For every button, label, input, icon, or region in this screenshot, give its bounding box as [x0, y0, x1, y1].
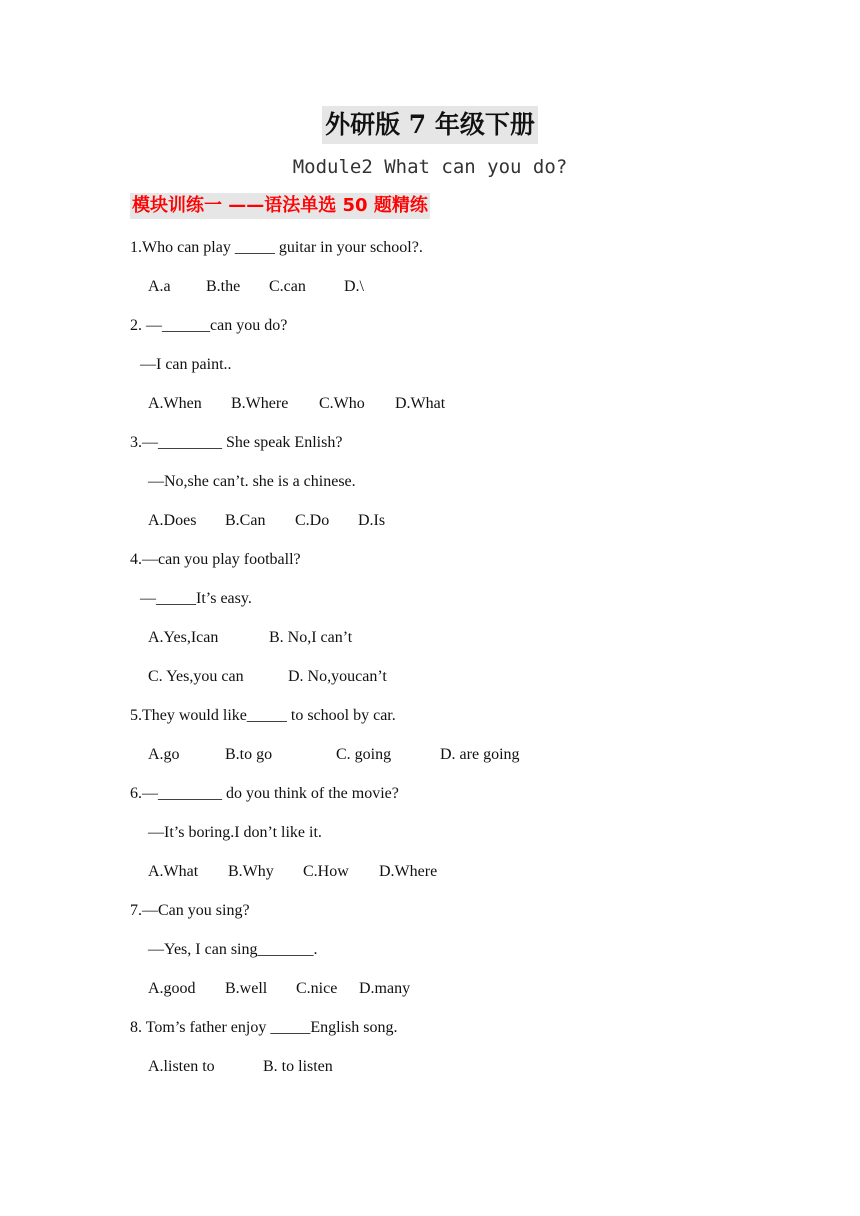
question-7-option-c: C.nice: [296, 980, 338, 997]
question-5-option-d: D. are going: [440, 746, 520, 763]
question-1-option-b: B.the: [206, 278, 241, 295]
question-6-answer: —It’s boring.I don’t like it.: [148, 824, 322, 841]
question-5-option-b: B.to go: [225, 746, 273, 763]
question-5-option-c: C. going: [336, 746, 392, 763]
question-3-option-c: C.Do: [295, 512, 330, 529]
question-2-option-b: B.Where: [231, 395, 289, 412]
question-6-option-d: D.Where: [379, 863, 438, 880]
question-5-text: 5.They would like_____ to school by car.: [130, 707, 396, 724]
question-1-option-d: D.\: [344, 278, 364, 295]
question-4-option-d: D. No,youcan’t: [288, 668, 387, 685]
question-1-text: 1.Who can play _____ guitar in your school?.: [130, 239, 423, 256]
question-4-option-a: A.Yes,Ican: [148, 629, 219, 646]
question-7-option-b: B.well: [225, 980, 268, 997]
question-3-option-d: D.Is: [358, 512, 386, 529]
question-4-option-c: C. Yes,you can: [148, 668, 244, 685]
question-7-option-a: A.good: [148, 980, 196, 997]
question-2-text: 2. —______can you do?: [130, 317, 288, 334]
question-3-option-a: A.Does: [148, 512, 197, 529]
question-1-option-c: C.can: [269, 278, 306, 295]
question-3-answer: —No,she can’t. she is a chinese.: [148, 473, 356, 490]
question-8-option-b: B. to listen: [263, 1058, 333, 1075]
question-6-text: 6.—________ do you think of the movie?: [130, 785, 399, 802]
question-8-option-a: A.listen to: [148, 1058, 215, 1075]
question-3-text: 3.—________ She speak Enlish?: [130, 434, 343, 451]
question-4-text: 4.—can you play football?: [130, 551, 301, 568]
question-2-option-c: C.Who: [319, 395, 365, 412]
question-8-text: 8. Tom’s father enjoy _____English song.: [130, 1019, 398, 1036]
question-6-option-c: C.How: [303, 863, 349, 880]
question-6-option-b: B.Why: [228, 863, 274, 880]
question-7-text: 7.—Can you sing?: [130, 902, 250, 919]
question-2-option-a: A.When: [148, 395, 202, 412]
question-7-option-d: D.many: [359, 980, 411, 997]
section-heading: 模块训练一 ——语法单选 50 题精练: [130, 193, 430, 219]
question-2-option-d: D.What: [395, 395, 446, 412]
document-title: [0, 106, 860, 144]
question-3-option-b: B.Can: [225, 512, 266, 529]
question-7-answer: —Yes, I can sing_______.: [148, 941, 318, 958]
question-5-option-a: A.go: [148, 746, 180, 763]
question-4-option-b: B. No,I can’t: [269, 629, 353, 646]
document-title-text: 外研版 7 年级下册: [322, 106, 538, 144]
question-4-answer: —_____It’s easy.: [136, 590, 252, 607]
question-6-option-a: A.What: [148, 863, 199, 880]
question-1-option-a: A.a: [148, 278, 171, 295]
question-2-answer: —I can paint..: [136, 356, 232, 373]
module-subtitle: Module2 What can you do?: [292, 156, 568, 178]
